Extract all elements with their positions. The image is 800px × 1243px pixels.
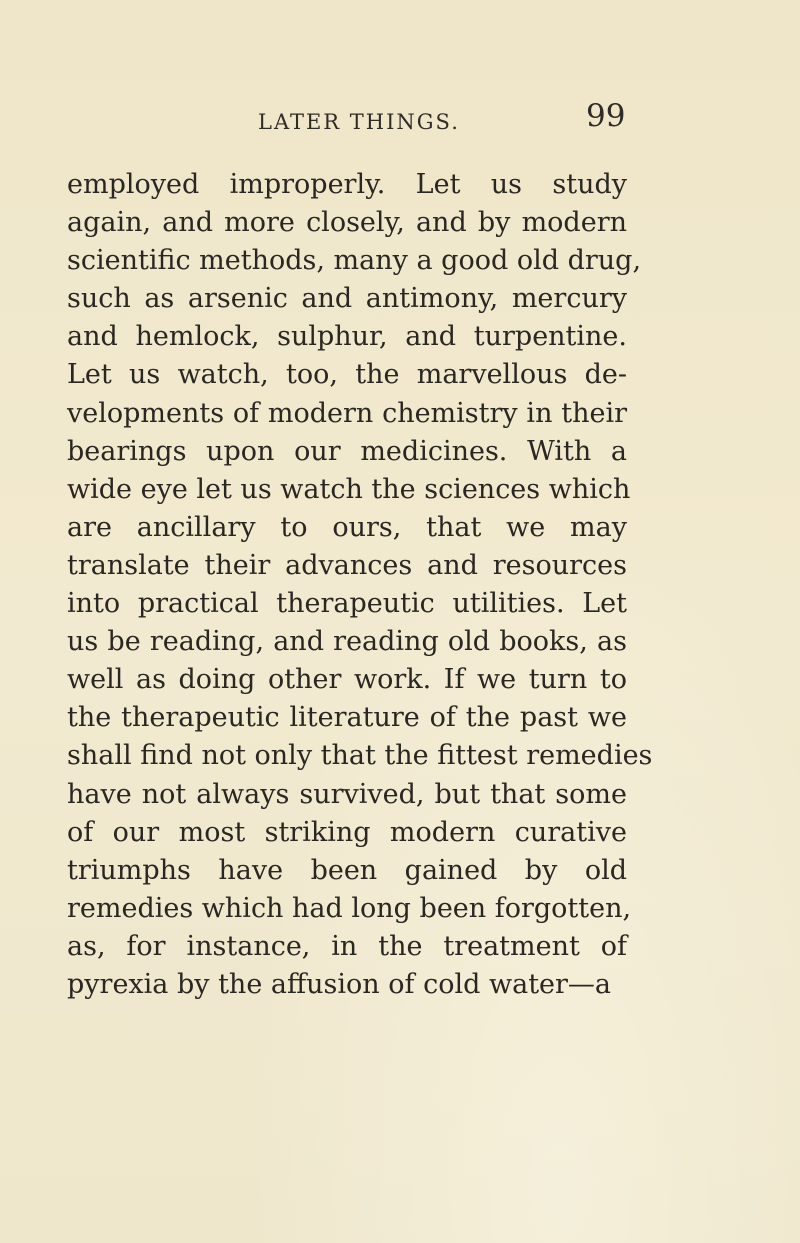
text-line: scientific methods, many a good old drug, — [67, 245, 642, 277]
text-line: triumphs have been gained by old — [67, 854, 627, 886]
text-line: employed improperly. Let us study — [67, 169, 627, 200]
text-line: Let us watch, too, the marvellous de- — [67, 359, 627, 391]
text-line: are ancillary to ours, that we may — [67, 511, 627, 543]
running-title: LATER THINGS. — [258, 110, 460, 134]
text-line: us be reading, and reading old books, as — [67, 626, 627, 658]
text-line: velopments of modern chemistry in their — [67, 397, 627, 429]
text-line: into practical therapeutic utilities. Let — [67, 588, 627, 620]
text-line: as, for instance, in the treatment of — [67, 930, 627, 962]
text-line: such as arsenic and antimony, mercury — [67, 283, 627, 315]
body-text — [67, 166, 653, 1004]
text-line: shall find not only that the fittest remedies — [67, 740, 653, 772]
page-number: 99 — [586, 98, 626, 134]
text-line: remedies which had long been forgotten, — [67, 892, 632, 924]
text-line: again, and more closely, and by modern — [67, 207, 627, 239]
text-line: well as doing other work. If we turn to — [67, 664, 627, 696]
running-head — [0, 92, 800, 142]
text-line: have not always survived, but that some — [67, 778, 627, 810]
text-line: pyrexia by the affusion of cold water—a — [67, 968, 612, 1000]
text-line: the therapeutic literature of the past we — [67, 702, 627, 734]
text-line: of our most striking modern curative — [67, 816, 627, 848]
text-line: and hemlock, sulphur, and turpentine. — [67, 321, 627, 353]
text-line: wide eye let us watch the sciences which — [67, 473, 631, 505]
text-line: translate their advances and resources — [67, 549, 627, 581]
text-line: bearings upon our medicines. With a — [67, 435, 627, 467]
